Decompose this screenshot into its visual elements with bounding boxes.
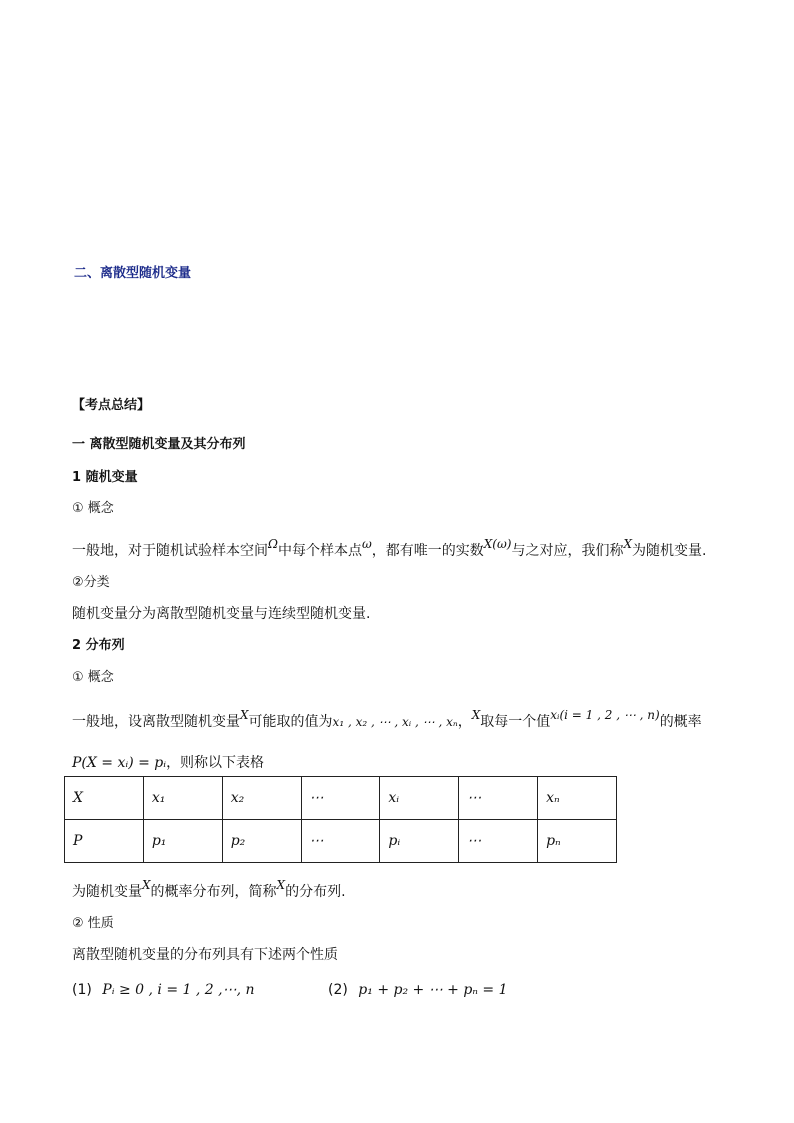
table-cell: xₙ xyxy=(538,777,617,820)
random-variable-definition xyxy=(72,537,707,560)
distribution-definition-line1 xyxy=(72,708,702,731)
values-list: x₁ , x₂ , ⋯ , xᵢ , ⋯ , xₙ xyxy=(332,715,458,729)
definition-text-5: 为随机变量. xyxy=(632,543,707,559)
property-2-label: (2) xyxy=(328,982,348,998)
dist-text-4: 取每一个值 xyxy=(480,714,551,730)
section-title: 二、离散型随机变量 xyxy=(74,266,192,281)
table-cell: X xyxy=(65,777,144,820)
part1-heading: 一 离散型随机变量及其分布列 xyxy=(72,437,246,452)
table-cell: ⋯ xyxy=(459,820,538,863)
classification-text: 随机变量分为离散型随机变量与连续型随机变量. xyxy=(72,606,371,622)
x-symbol-4: X xyxy=(276,878,286,892)
omega-capital-symbol: Ω xyxy=(268,537,278,551)
conclusion-text-3: 的分布列. xyxy=(285,884,346,900)
x-symbol-2: X xyxy=(471,708,481,722)
property-1-label: (1) xyxy=(72,982,92,998)
table-cell: xᵢ xyxy=(380,777,459,820)
table-row xyxy=(65,777,617,820)
property-2-formula: p₁ + p₂ + ⋯ + pₙ = 1 xyxy=(358,982,508,998)
dist-text-2: 可能取的值为 xyxy=(248,714,333,730)
table-row xyxy=(65,820,617,863)
table-cell: p₁ xyxy=(143,820,222,863)
table-cell: ⋯ xyxy=(301,777,380,820)
x-symbol-1: X xyxy=(240,708,249,722)
x-symbol-3: X xyxy=(142,878,151,892)
distribution-definition-line2 xyxy=(72,752,264,772)
classification-label: ②分类 xyxy=(72,575,110,590)
probability-formula: P(X = xᵢ) = pᵢ xyxy=(72,755,167,771)
property-1 xyxy=(72,982,255,998)
xi-range-formula: xᵢ(i = 1 , 2 , ⋯ , n) xyxy=(550,708,660,722)
definition-text-2: 中每个样本点 xyxy=(277,543,362,559)
definition-text-4: 与之对应，我们称 xyxy=(511,543,624,559)
summary-heading: 【考点总结】 xyxy=(72,398,151,413)
definition-text-1: 一般地，对于随机试验样本空间 xyxy=(72,543,268,559)
x-symbol: X xyxy=(623,537,632,551)
conclusion-text-2: 的概率分布列，简称 xyxy=(150,884,277,900)
omega-symbol: ω xyxy=(361,537,372,551)
distribution-table xyxy=(64,776,617,863)
dist-text-6: ，则称以下表格 xyxy=(166,755,265,771)
dist-text-3: ， xyxy=(457,714,472,730)
dist-text-1: 一般地，设离散型随机变量 xyxy=(72,714,240,730)
table-cell: x₂ xyxy=(222,777,301,820)
table-cell: P xyxy=(65,820,144,863)
table-cell: ⋯ xyxy=(301,820,380,863)
x-omega-symbol: X(ω) xyxy=(483,537,512,551)
property-label: ② 性质 xyxy=(72,916,114,931)
property-1-formula: Pᵢ ≥ 0 , i = 1 , 2 ,⋯, n xyxy=(102,982,255,998)
subsection-random-variable-heading: 1 随机变量 xyxy=(72,470,138,485)
definition-text-3: ，都有唯一的实数 xyxy=(371,543,484,559)
subsection-distribution-heading: 2 分布列 xyxy=(72,638,125,653)
table-cell: pᵢ xyxy=(380,820,459,863)
table-cell: ⋯ xyxy=(459,777,538,820)
dist-text-5: 的概率 xyxy=(659,714,702,730)
distribution-conclusion xyxy=(72,878,346,901)
property-2 xyxy=(328,982,508,998)
table-cell: x₁ xyxy=(143,777,222,820)
concept-label-2: ① 概念 xyxy=(72,670,114,685)
property-text: 离散型随机变量的分布列具有下述两个性质 xyxy=(72,947,338,963)
table-cell: pₙ xyxy=(538,820,617,863)
conclusion-text-1: 为随机变量 xyxy=(72,884,142,900)
concept-label-1: ① 概念 xyxy=(72,501,114,516)
table-cell: p₂ xyxy=(222,820,301,863)
